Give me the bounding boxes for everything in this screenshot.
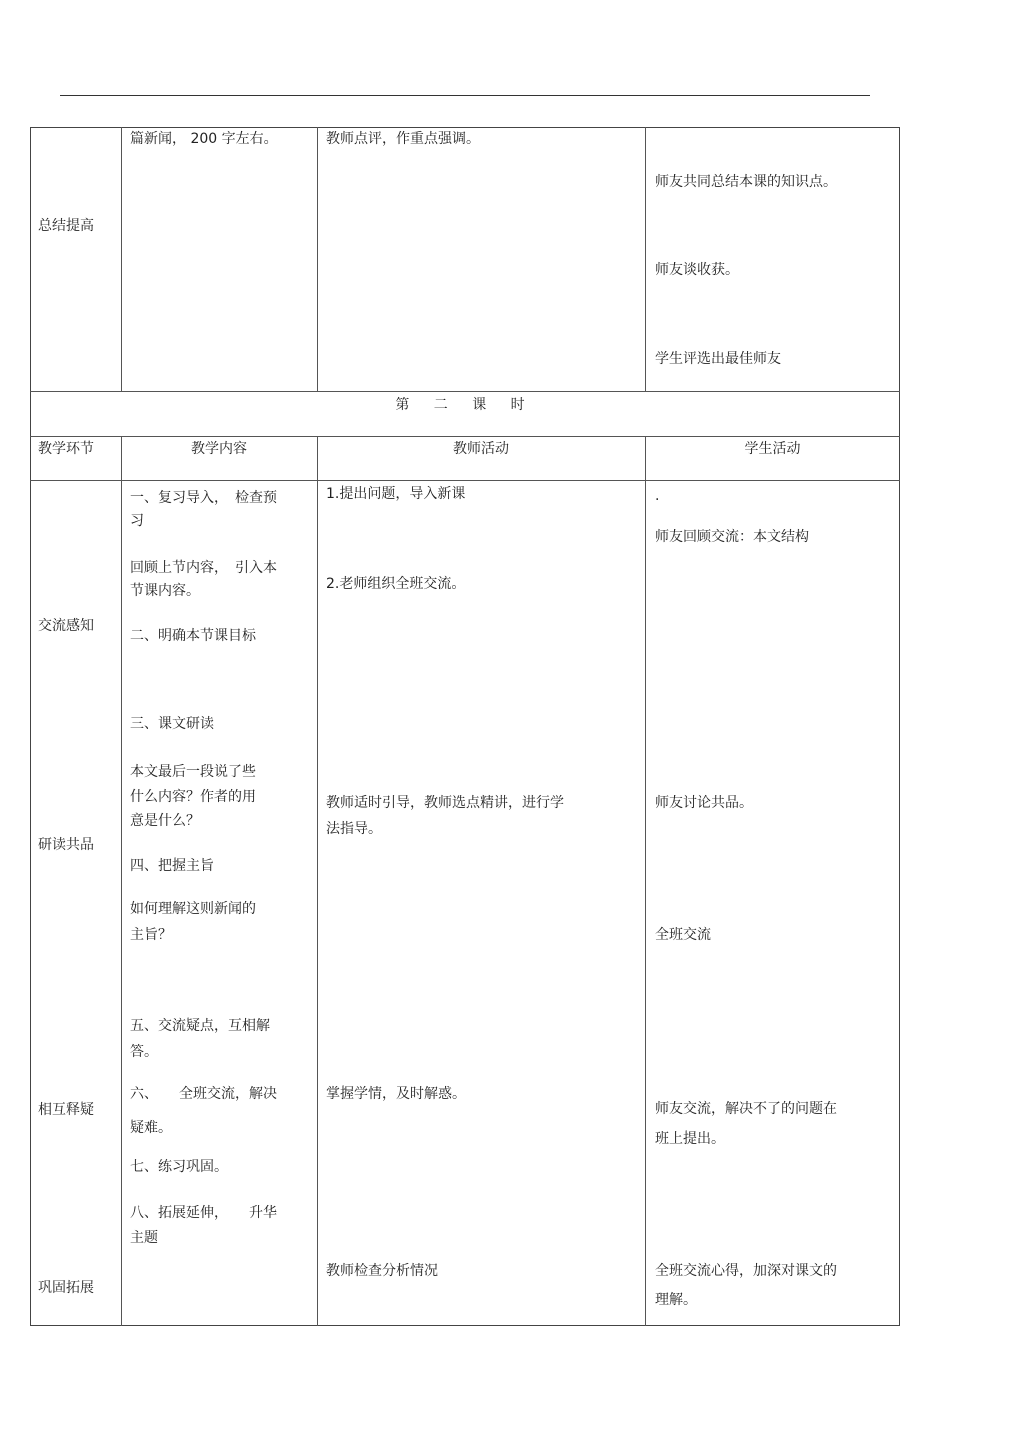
column-divider (121, 436, 122, 1326)
content-line: 五、交流疑点，互相解 (130, 1018, 270, 1034)
content-line: 一、复习导入， 检查预 (130, 490, 277, 506)
column-divider (317, 127, 318, 391)
content-line: 习 (130, 513, 144, 529)
student-line: 师友回顾交流：本文结构 (655, 529, 809, 545)
student-text: 师友谈收获。 (655, 262, 739, 278)
student-text: 学生评选出最佳师友 (655, 351, 781, 367)
content-line: 如何理解这则新闻的 (130, 901, 256, 917)
stage-label: 相互释疑 (38, 1102, 94, 1118)
row-divider (30, 391, 900, 392)
teacher-text: 教师点评，作重点强调。 (326, 131, 480, 147)
content-line: 什么内容？作者的用 (130, 789, 256, 805)
content-line: 答。 (130, 1044, 158, 1060)
content-line: 四、把握主旨 (130, 858, 214, 874)
teacher-line: 法指导。 (326, 821, 382, 837)
teacher-line: 1.提出问题，导入新课 (326, 486, 466, 502)
stage-label: 巩固拓展 (38, 1280, 94, 1296)
student-line: 理解。 (655, 1292, 697, 1308)
header-content: 教学内容 (191, 441, 247, 457)
content-line: 回顾上节内容， 引入本 (130, 560, 277, 576)
content-line: 三、课文研读 (130, 716, 214, 732)
column-divider (645, 127, 646, 391)
content-line: 主旨？ (130, 927, 172, 943)
student-line: 全班交流 (655, 927, 711, 943)
student-line: 班上提出。 (655, 1131, 725, 1147)
content-line: 疑难。 (130, 1120, 172, 1136)
student-line: . (655, 488, 660, 504)
content-line: 七、练习巩固。 (130, 1159, 228, 1175)
student-line: 师友交流，解决不了的问题在 (655, 1101, 837, 1117)
content-line: 六、 全班交流，解决 (130, 1086, 277, 1102)
column-divider (317, 436, 318, 1326)
teacher-line: 掌握学情，及时解惑。 (326, 1086, 466, 1102)
section-title: 第 二 课 时 (395, 397, 535, 413)
row-divider (30, 480, 900, 481)
student-text: 师友共同总结本课的知识点。 (655, 174, 837, 190)
header-teacher: 教师活动 (453, 441, 509, 457)
content-text: 篇新闻， 200 字左右。 (130, 131, 278, 147)
header-stage: 教学环节 (38, 441, 94, 457)
column-divider (645, 436, 646, 1326)
content-line: 八、拓展延伸， 升华 (130, 1205, 277, 1221)
student-line: 全班交流心得，加深对课文的 (655, 1263, 837, 1279)
content-line: 本文最后一段说了些 (130, 764, 256, 780)
column-divider (121, 127, 122, 391)
student-line: 师友讨论共品。 (655, 795, 753, 811)
teacher-line: 2.老师组织全班交流。 (326, 576, 466, 592)
content-line: 二、明确本节课目标 (130, 628, 256, 644)
content-line: 主题 (130, 1230, 158, 1246)
header-student: 学生活动 (744, 441, 801, 457)
content-line: 意是什么？ (130, 813, 200, 829)
stage-label: 总结提高 (38, 218, 94, 234)
stage-label: 交流感知 (38, 618, 94, 634)
row-divider (30, 436, 900, 437)
header-rule (60, 95, 870, 96)
content-line: 节课内容。 (130, 583, 200, 599)
teacher-line: 教师检查分析情况 (326, 1263, 438, 1279)
stage-label: 研读共品 (38, 837, 94, 853)
teacher-line: 教师适时引导，教师选点精讲，进行学 (326, 795, 564, 811)
